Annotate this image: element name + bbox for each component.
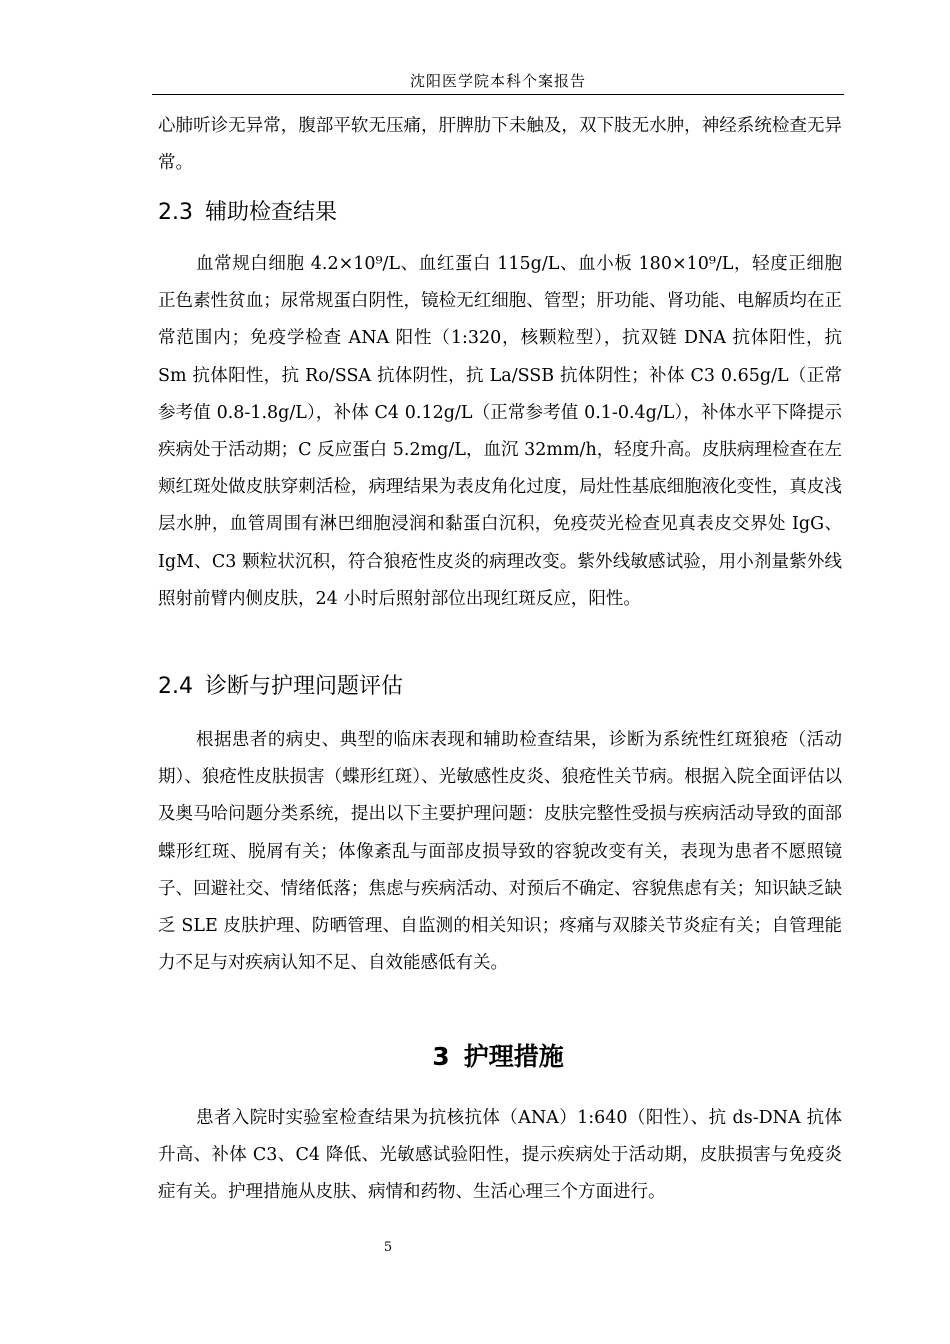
paragraph-aux-exam: 血常规白细胞 4.2×10⁹/L、血红蛋白 115g/L、血小板 180×10⁹/L，轻度正细胞正色素性贫血；尿常规蛋白阴性，镜检无红细胞、管型；肝功能、肾功能、电解质均在正常范围内；免疫学检查 ANA 阳性（1:320，核颗粒型），抗双链 DNA 抗体阳性，抗 Sm 抗体阳性，抗 Ro/SSA 抗体阴性，抗 La/SSB 抗体阴性；补体 C3 0.65g/L（正常参考值 0.8-1.8g/L），补体 C4 0.12g/L（正常参考值 0.1-0.4g/L），补体水平下降提示疾病处于活动期；C 反应蛋白 5.2mg/L，血沉 32mm/h，轻度升高。皮肤病理检查在左颊红斑处做皮肤穿刺活检，病理结果为表皮角化过度，局灶性基底细胞液化变性，真皮浅层水肿，血管周围有淋巴细胞浸润和黏蛋白沉积，免疫荧光检查见真表皮交界处 IgG、IgM、C3 颗粒状沉积，符合狼疮性皮炎的病理改变。紫外线敏感试验，用小剂量紫外线照射前臂内侧皮肤，24 小时后照射部位出现红斑反应，阳性。 bbox=[158, 254, 842, 609]
chapter-heading-nursing bbox=[152, 1040, 844, 1074]
paragraph-diagnosis: 根据患者的病史、典型的临床表现和辅助检查结果，诊断为系统性红斑狼疮（活动期）、狼疮性皮肤损害（蝶形红斑）、光敏感性皮炎、狼疮性关节病。根据入院全面评估以及奥马哈问题分类系统，提出以下主要护理问题：皮肤完整性受损与疾病活动导致的面部蝶形红斑、脱屑有关；体像紊乱与面部皮损导致的容貌改变有关，表现为患者不愿照镜子、回避社交、情绪低落；焦虑与疾病活动、对预后不确定、容貌焦虑有关；知识缺乏缺乏 SLE 皮肤护理、防晒管理、自监测的相关知识；疼痛与双膝关节炎症有关；自管理能力不足与对疾病认知不足、自效能感低有关。 bbox=[158, 730, 842, 974]
page-number: 5 bbox=[383, 1240, 393, 1255]
section-title: 诊断与护理问题评估 bbox=[205, 674, 404, 699]
section-heading-aux-exam bbox=[158, 198, 337, 228]
chapter-number: 3 bbox=[432, 1042, 450, 1071]
section-heading-diagnosis bbox=[158, 672, 403, 702]
page-header: 沈阳医学院本科个案报告 bbox=[409, 72, 586, 90]
chapter-title: 护理措施 bbox=[463, 1042, 564, 1071]
section-number: 2.4 bbox=[158, 674, 193, 699]
paragraph-physical-exam: 心肺听诊无异常，腹部平软无压痛，肝脾肋下未触及，双下肢无水肿，神经系统检查无异常。 bbox=[158, 116, 842, 174]
paragraph-nursing: 患者入院时实验室检查结果为抗核抗体（ANA）1:640（阳性）、抗 ds-DNA 抗体升高、补体 C3、C4 降低、光敏感试验阳性，提示疾病处于活动期，皮肤损害与免疫炎症有关。护理措施从皮肤、病情和药物、生活心理三个方面进行。 bbox=[158, 1108, 842, 1203]
header-divider bbox=[152, 94, 844, 95]
section-title: 辅助检查结果 bbox=[205, 200, 338, 225]
section-number: 2.3 bbox=[158, 200, 193, 225]
